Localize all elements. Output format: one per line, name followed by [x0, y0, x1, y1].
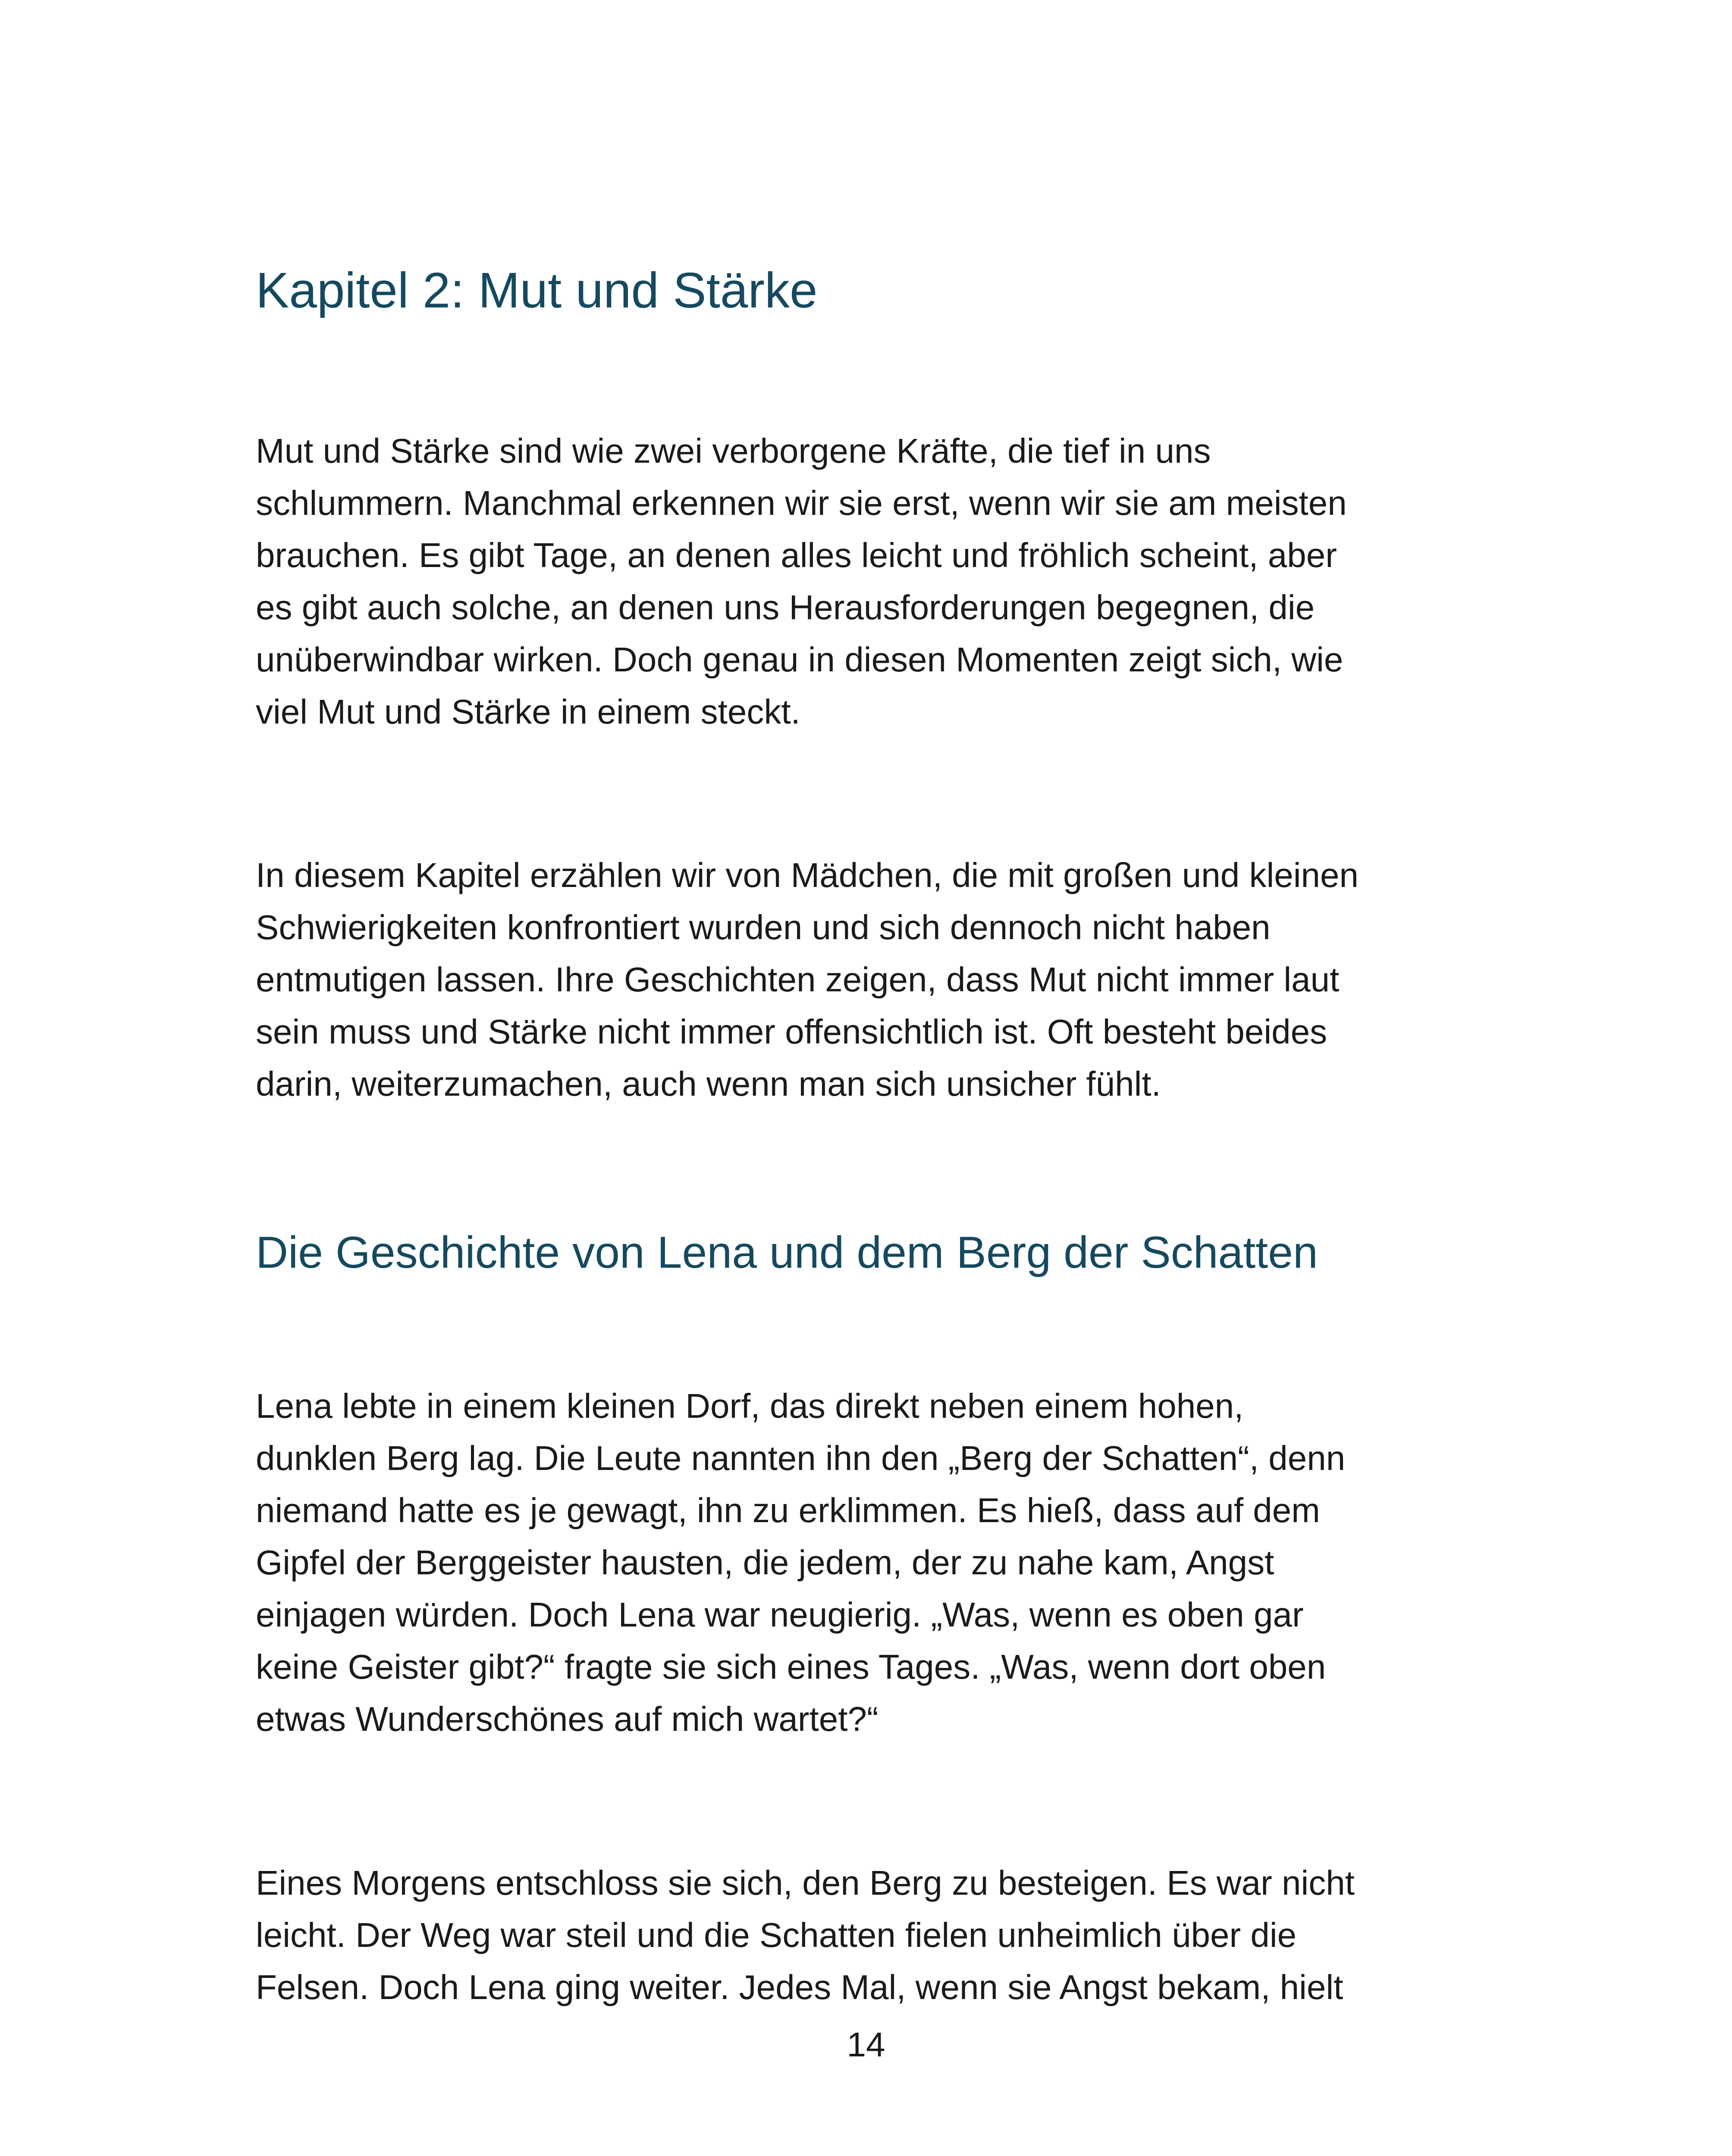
- paragraph-line: einjagen würden. Doch Lena war neugierig. „Was, wenn es oben gar: [256, 1595, 1304, 1634]
- paragraph-line: entmutigen lassen. Ihre Geschichten zeigen, dass Mut nicht immer laut: [256, 960, 1340, 999]
- paragraph-line: Schwierigkeiten konfrontiert wurden und sich dennoch nicht haben: [256, 908, 1271, 946]
- intro-paragraph-2: [256, 849, 1494, 1110]
- intro-paragraph-1: [256, 425, 1494, 738]
- paragraph-line: unüberwindbar wirken. Doch genau in diesen Momenten zeigt sich, wie: [256, 640, 1343, 679]
- chapter-title: Kapitel 2: Mut und Stärke: [256, 262, 818, 318]
- section-title: Die Geschichte von Lena und dem Berg der Schatten: [256, 1228, 1318, 1278]
- paragraph-line: Gipfel der Berggeister hausten, die jedem, der zu nahe kam, Angst: [256, 1543, 1274, 1582]
- story-paragraph-1: [256, 1380, 1494, 1745]
- paragraph-line: In diesem Kapitel erzählen wir von Mädchen, die mit großen und kleinen: [256, 856, 1359, 894]
- paragraph-line: dunklen Berg lag. Die Leute nannten ihn den „Berg der Schatten“, denn: [256, 1439, 1346, 1477]
- paragraph-line: brauchen. Es gibt Tage, an denen alles leicht und fröhlich scheint, aber: [256, 536, 1337, 574]
- paragraph-line: Lena lebte in einem kleinen Dorf, das direkt neben einem hohen,: [256, 1387, 1244, 1425]
- paragraph-line: niemand hatte es je gewagt, ihn zu erklimmen. Es hieß, dass auf dem: [256, 1491, 1320, 1529]
- paragraph-line: sein muss und Stärke nicht immer offensichtlich ist. Oft besteht beides: [256, 1012, 1327, 1051]
- paragraph-line: Felsen. Doch Lena ging weiter. Jedes Mal, wenn sie Angst bekam, hielt: [256, 1968, 1343, 2006]
- paragraph-line: viel Mut und Stärke in einem steckt.: [256, 693, 800, 731]
- paragraph-line: keine Geister gibt?“ fragte sie sich eines Tages. „Was, wenn dort oben: [256, 1648, 1326, 1686]
- paragraph-line: es gibt auch solche, an denen uns Herausforderungen begegnen, die: [256, 588, 1315, 627]
- paragraph-line: leicht. Der Weg war steil und die Schatten fielen unheimlich über die: [256, 1916, 1297, 1954]
- paragraph-line: Eines Morgens entschloss sie sich, den Berg zu besteigen. Es war nicht: [256, 1864, 1355, 1902]
- paragraph-line: etwas Wunderschönes auf mich wartet?“: [256, 1700, 879, 1738]
- paragraph-line: schlummern. Manchmal erkennen wir sie erst, wenn wir sie am meisten: [256, 484, 1347, 522]
- page-number: 14: [847, 2025, 885, 2064]
- story-paragraph-2: [256, 1857, 1494, 2013]
- paragraph-line: darin, weiterzumachen, auch wenn man sich unsicher fühlt.: [256, 1065, 1161, 1103]
- paragraph-line: Mut und Stärke sind wie zwei verborgene Kräfte, die tief in uns: [256, 432, 1211, 470]
